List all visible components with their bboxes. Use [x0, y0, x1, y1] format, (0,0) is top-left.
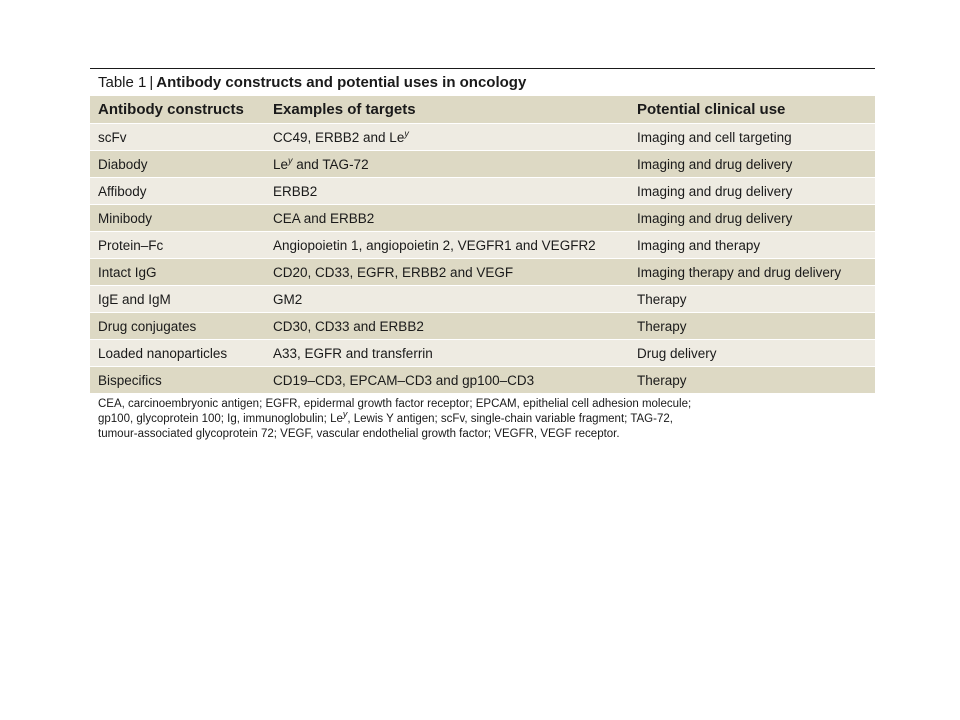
cell-example-targets [265, 313, 629, 340]
cell-antibody-construct: Affibody [90, 178, 265, 205]
table-row [90, 313, 875, 340]
cell-example-targets [265, 259, 629, 286]
table-1 [90, 68, 875, 442]
targets-text: A33, EGFR and transferrin [273, 345, 433, 361]
cell-example-targets [265, 205, 629, 232]
table-row [90, 232, 875, 259]
targets-text: CEA and ERBB2 [273, 210, 375, 226]
targets-superscript: y [288, 155, 293, 165]
targets-text: Angiopoietin 1, angiopoietin 2, VEGFR1 and VEGFR2 [273, 237, 596, 253]
targets-text: CD20, CD33, EGFR, ERBB2 and VEGF [273, 264, 514, 280]
cell-clinical-use: Drug delivery [629, 340, 875, 367]
table-header-row [90, 96, 875, 124]
table-row [90, 124, 875, 151]
column-header-clinical-use: Potential clinical use [629, 96, 875, 124]
cell-antibody-construct: Drug conjugates [90, 313, 265, 340]
targets-text: Le [273, 156, 289, 172]
cell-clinical-use: Imaging therapy and drug delivery [629, 259, 875, 286]
table-row [90, 205, 875, 232]
targets-text: CD19–CD3, EPCAM–CD3 and gp100–CD3 [273, 372, 535, 388]
footnote-superscript: y [342, 409, 348, 420]
cell-clinical-use: Imaging and drug delivery [629, 178, 875, 205]
footnote-line-2 [98, 409, 818, 427]
cell-antibody-construct: Intact IgG [90, 259, 265, 286]
table-caption [90, 69, 875, 96]
column-header-constructs: Antibody constructs [90, 96, 265, 124]
cell-example-targets [265, 124, 629, 151]
targets-text: ERBB2 [273, 183, 318, 199]
cell-clinical-use: Imaging and drug delivery [629, 151, 875, 178]
table-row [90, 286, 875, 313]
targets-text: GM2 [273, 291, 303, 307]
targets-text: CD30, CD33 and ERBB2 [273, 318, 424, 334]
cell-example-targets [265, 340, 629, 367]
cell-antibody-construct: Loaded nanoparticles [90, 340, 265, 367]
footnote-line-1: CEA, carcinoembryonic antigen; EGFR, epidermal growth factor receptor; EPCAM, epithelial cell adhesion molecule; [98, 398, 692, 410]
table-label: Table 1 [98, 74, 147, 91]
footnote-line-3: tumour-associated glycoprotein 72; VEGF, vascular endothelial growth factor; VEGFR, VEGF receptor. [98, 428, 620, 440]
table-row [90, 151, 875, 178]
targets-superscript: y [404, 128, 409, 138]
footnote-line-2-rest: , Lewis Y antigen; scFv, single-chain variable fragment; TAG-72, [347, 413, 673, 425]
column-header-targets: Examples of targets [265, 96, 629, 124]
targets-text: CC49, ERBB2 and Le [273, 129, 405, 145]
table-row [90, 178, 875, 205]
cell-example-targets [265, 286, 629, 313]
table-footnote [90, 397, 818, 442]
cell-antibody-construct: scFv [90, 124, 265, 151]
cell-clinical-use: Therapy [629, 286, 875, 313]
cell-antibody-construct: Diabody [90, 151, 265, 178]
targets-text-rest: and TAG-72 [292, 156, 369, 172]
table-row [90, 367, 875, 393]
cell-clinical-use: Imaging and drug delivery [629, 205, 875, 232]
cell-clinical-use: Imaging and therapy [629, 232, 875, 259]
cell-example-targets [265, 151, 629, 178]
footnote-line-2-text: gp100, glycoprotein 100; Ig, immunoglobulin; Le [98, 413, 343, 425]
cell-clinical-use: Therapy [629, 367, 875, 393]
table-row [90, 259, 875, 286]
cell-clinical-use: Imaging and cell targeting [629, 124, 875, 151]
cell-antibody-construct: IgE and IgM [90, 286, 265, 313]
antibody-table [90, 96, 875, 393]
cell-antibody-construct: Minibody [90, 205, 265, 232]
cell-clinical-use: Therapy [629, 313, 875, 340]
cell-antibody-construct: Bispecifics [90, 367, 265, 393]
cell-example-targets [265, 232, 629, 259]
caption-separator: | [149, 74, 154, 91]
cell-antibody-construct: Protein–Fc [90, 232, 265, 259]
table-row [90, 340, 875, 367]
cell-example-targets [265, 367, 629, 393]
table-title: Antibody constructs and potential uses in oncology [156, 74, 527, 91]
cell-example-targets [265, 178, 629, 205]
